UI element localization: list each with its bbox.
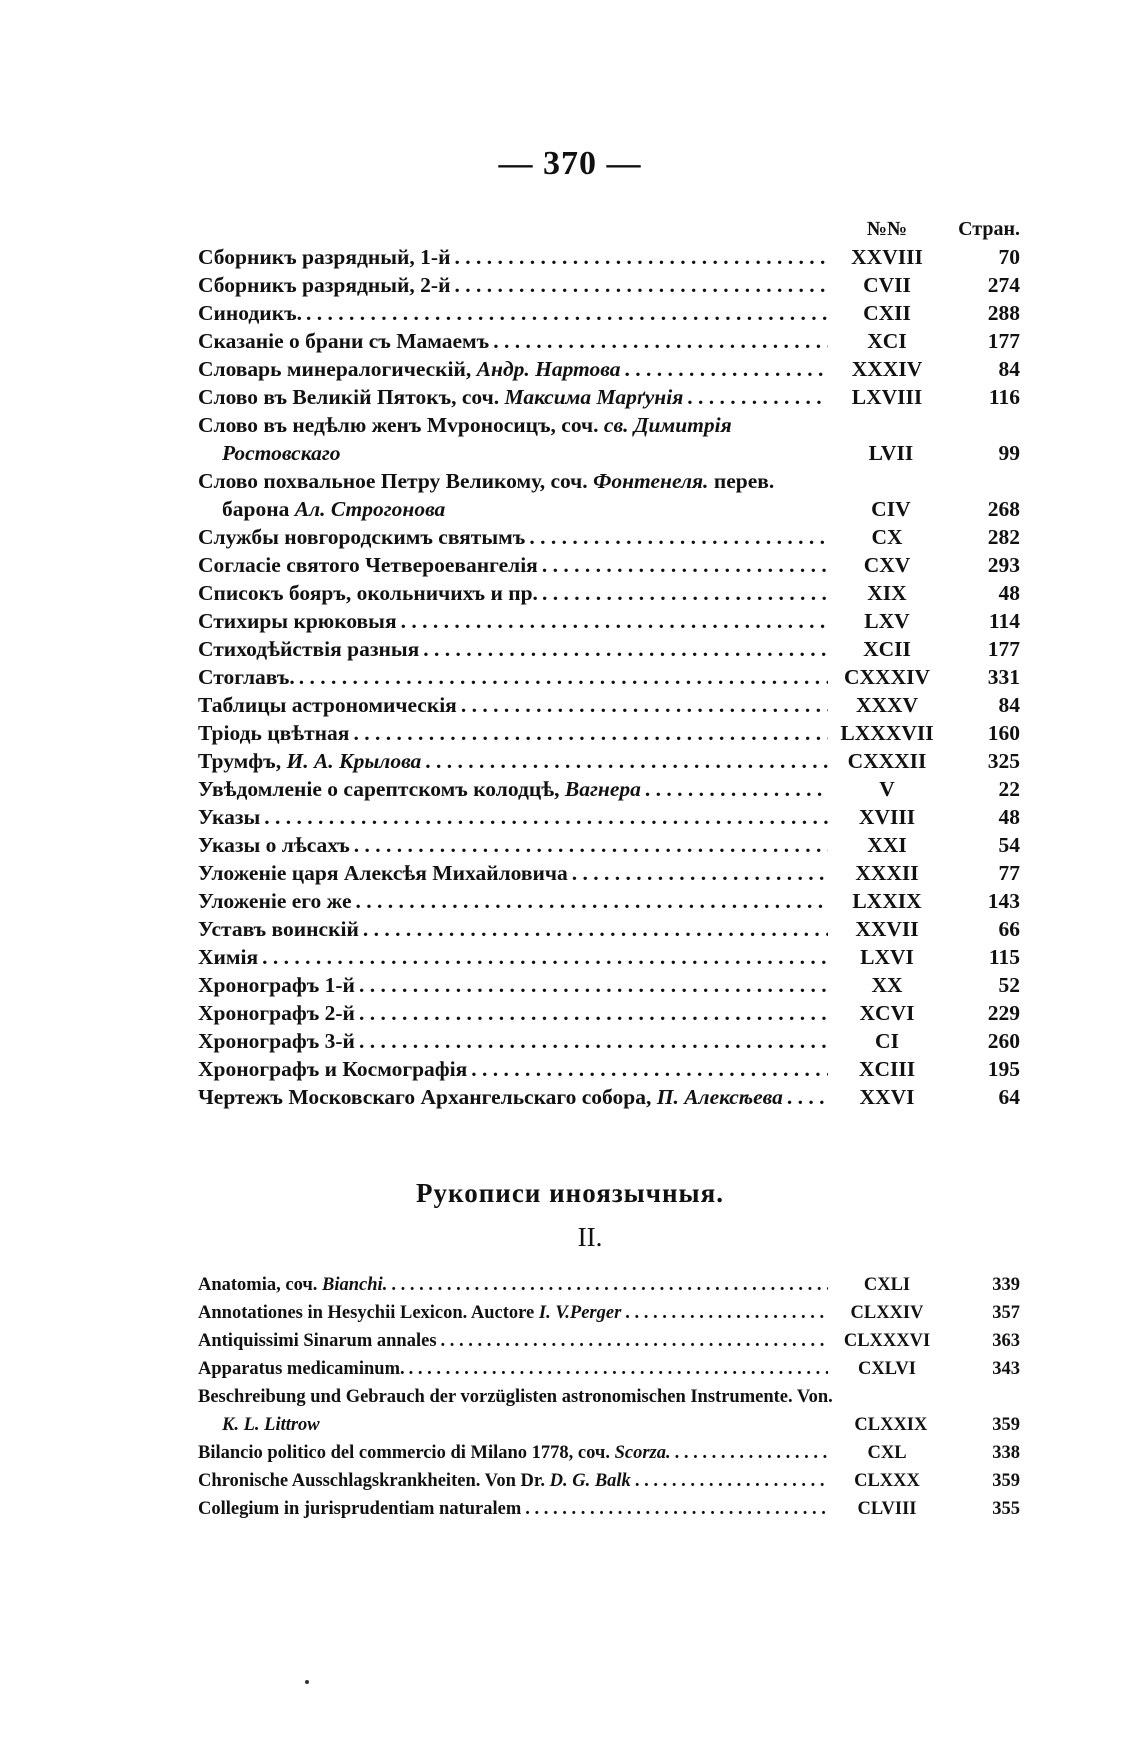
entry-title-cell <box>198 1055 828 1083</box>
entry-title-cell <box>198 691 828 719</box>
dot-leader <box>421 747 828 775</box>
entry-title-cell <box>198 1439 828 1467</box>
dot-leader <box>457 691 828 719</box>
entry-author: Bianchi. <box>322 1275 388 1295</box>
index-entry <box>198 243 1020 271</box>
index-entry <box>198 579 1020 607</box>
entry-author: I. V.Perger <box>538 1303 622 1323</box>
index-entry <box>198 971 1020 999</box>
entry-number: CXXXIV <box>844 665 930 689</box>
entry-page: 359 <box>992 1471 1020 1491</box>
entry-number: XIX <box>867 581 907 605</box>
index-entry <box>198 1467 1020 1495</box>
index-entry <box>198 1055 1020 1083</box>
dot-leader <box>641 775 828 803</box>
dot-leader <box>538 551 828 579</box>
index-entry <box>198 1271 1020 1299</box>
dot-leader <box>783 1083 828 1111</box>
entry-page: 229 <box>987 1001 1020 1025</box>
entry-page: 22 <box>998 777 1020 801</box>
entry-title: Тріодь цвѣтная <box>198 721 350 745</box>
entry-title-cell <box>198 271 828 299</box>
column-header-page: Стран. <box>958 218 1020 240</box>
entry-title-cell <box>198 719 828 747</box>
entry-title: Слово въ Великій Пятокъ, соч. <box>198 385 505 409</box>
entry-page: 288 <box>987 301 1020 325</box>
entry-page: 338 <box>992 1443 1020 1463</box>
entry-title: Уложеніе его же <box>198 889 352 913</box>
index-entry <box>198 607 1020 635</box>
entry-number: XVIII <box>858 805 916 829</box>
entry-title: Сказаніе о брани съ Мамаемъ <box>198 329 490 353</box>
entry-title: Стиходѣйствія разныя <box>198 637 420 661</box>
entry-page: 331 <box>987 665 1020 689</box>
dot-leader <box>355 999 828 1027</box>
dot-leader <box>621 1299 828 1327</box>
dot-leader <box>489 327 828 355</box>
entry-title: Синодикъ. <box>198 301 302 325</box>
page-number: — 370 — <box>498 145 642 182</box>
entry-title: Bilancio politico del commercio di Milano 1778, соч. <box>198 1443 615 1463</box>
entry-page: 114 <box>988 609 1020 633</box>
entry-title-cell <box>198 1355 828 1383</box>
entry-number: LXXIX <box>852 889 922 913</box>
entry-author: Андр. Нартова <box>476 357 621 381</box>
entry-title-cell <box>198 243 828 271</box>
dot-leader <box>352 887 828 915</box>
entry-title-cell <box>198 523 828 551</box>
entry-title-cell <box>198 467 834 523</box>
entry-number: LXVI <box>860 945 914 969</box>
entry-page: 160 <box>987 721 1020 745</box>
entry-number: CX <box>871 525 903 549</box>
entry-page: 195 <box>987 1057 1020 1081</box>
entry-title-cell <box>198 551 828 579</box>
entry-title: Согласіе святого Четвероевангелія <box>198 553 538 577</box>
dot-leader <box>260 803 828 831</box>
index-entry <box>198 1027 1020 1055</box>
foreign-index <box>198 1271 1020 1523</box>
entry-title: Annotationes in Hesychii Lexicon. Auctore <box>198 1303 539 1323</box>
entry-page: 116 <box>988 385 1020 409</box>
entry-page: 355 <box>992 1499 1020 1519</box>
entry-number: LVII <box>868 441 914 465</box>
entry-title: Стихиры крюковыя <box>198 609 397 633</box>
entry-title-cell <box>198 411 834 467</box>
index-entry <box>198 747 1020 775</box>
entry-number: CLVIII <box>857 1499 917 1519</box>
entry-title: Указы о лѣсахъ <box>198 833 350 857</box>
dot-leader <box>450 271 828 299</box>
entry-title-cell <box>198 299 828 327</box>
dot-leader <box>620 355 828 383</box>
entry-page: 268 <box>987 497 1021 521</box>
entry-title: Beschreibung und Gebrauch der vorzüglisten astronomischen Instrumente. Von. <box>198 1387 833 1407</box>
index-entry <box>198 663 1020 691</box>
entry-number: XCIII <box>858 1057 916 1081</box>
entry-title-cell <box>198 579 828 607</box>
index-entry <box>198 831 1020 859</box>
entry-page: 260 <box>987 1029 1020 1053</box>
entry-title: Apparatus medicaminum. <box>198 1359 405 1379</box>
index-entry <box>198 1439 1020 1467</box>
entry-title-cell <box>198 355 828 383</box>
entry-number: V <box>879 777 895 801</box>
dot-leader <box>467 1055 828 1083</box>
entry-page: 339 <box>992 1275 1020 1295</box>
entry-number: CI <box>875 1029 899 1053</box>
index-entry <box>198 719 1020 747</box>
entry-title: Хронографъ 3-й <box>198 1029 355 1053</box>
entry-number: CXXXII <box>847 749 927 773</box>
dot-leader <box>525 523 828 551</box>
dot-leader <box>521 1495 828 1523</box>
index-entry <box>198 383 1020 411</box>
entry-number: XCII <box>863 637 911 661</box>
entry-number: CLXXXVI <box>843 1331 931 1351</box>
entry-title-cell <box>198 803 828 831</box>
entry-title: Словарь минералогическій, <box>198 357 477 381</box>
entry-title: Сборникъ разрядный, 1-й <box>198 245 451 269</box>
entry-title-cell <box>198 971 828 999</box>
entry-number: XXXII <box>855 861 919 885</box>
entry-title-cell <box>198 747 828 775</box>
entry-number: LXVIII <box>851 385 923 409</box>
entry-page: 343 <box>992 1359 1020 1379</box>
index-entry <box>198 1327 1020 1355</box>
entry-number: CXL <box>867 1443 907 1463</box>
entry-number: CLXXIV <box>850 1303 924 1323</box>
entry-title: Antiquissimi Sinarum annales <box>198 1331 437 1351</box>
entry-title-cell <box>198 999 828 1027</box>
dot-leader <box>295 663 828 691</box>
entry-page: 293 <box>987 553 1020 577</box>
dot-leader <box>683 383 828 411</box>
entry-page: 84 <box>998 693 1020 717</box>
entry-number: CXV <box>863 553 911 577</box>
dot-leader <box>355 971 828 999</box>
entry-number: XXVIII <box>851 245 923 269</box>
entry-title: Сборникъ разрядный, 2-й <box>198 273 451 297</box>
entry-title-cell <box>198 635 828 663</box>
dot-leader <box>397 607 828 635</box>
entry-title-cell <box>198 607 828 635</box>
dot-leader <box>350 831 828 859</box>
index-entry <box>198 1495 1020 1523</box>
index-entry <box>198 523 1020 551</box>
entry-translator: Ал. Строгонова <box>294 497 446 521</box>
entry-number: XXXIV <box>851 357 923 381</box>
dot-leader <box>302 299 828 327</box>
entry-title: Списокъ бояръ, окольничихъ и пр. <box>198 581 538 605</box>
entry-page: 357 <box>992 1303 1020 1323</box>
entry-author: Фонтенеля. <box>593 469 709 493</box>
entry-title: Химія <box>198 945 259 969</box>
index-entry <box>198 551 1020 579</box>
entry-title-cell <box>198 831 828 859</box>
entry-title-cell <box>198 915 828 943</box>
entry-page: 54 <box>998 833 1020 857</box>
index-entry <box>198 1299 1020 1327</box>
entry-page: 274 <box>987 273 1020 297</box>
entry-title-cell <box>198 1467 828 1495</box>
index-entry <box>198 271 1020 299</box>
index-entry <box>198 887 1020 915</box>
entry-title: Уставъ воинскій <box>198 917 359 941</box>
entry-page: 66 <box>998 917 1020 941</box>
dot-leader <box>419 635 828 663</box>
index-entry <box>198 355 1020 383</box>
entry-page: 48 <box>998 581 1020 605</box>
index-entry <box>198 1383 1020 1439</box>
entry-page: 282 <box>987 525 1020 549</box>
entry-number: XX <box>871 973 903 997</box>
section-numeral: II. <box>577 1222 603 1252</box>
dot-leader <box>355 1027 828 1055</box>
entry-title-cell <box>198 1271 828 1299</box>
entry-page: 115 <box>988 945 1020 969</box>
entry-number: LXXXVII <box>840 721 934 745</box>
dot-leader <box>349 719 828 747</box>
entry-title: Чертежъ Московскаго Архангельскаго собора, <box>198 1085 657 1109</box>
entry-title-cell <box>198 943 828 971</box>
index-entry <box>198 1355 1020 1383</box>
entry-title-cell <box>198 1027 828 1055</box>
entry-author: D. G. Balk <box>549 1471 631 1491</box>
entry-title-cell <box>198 1383 834 1439</box>
entry-number: CLXXX <box>854 1471 920 1491</box>
section-title: Рукописи иноязычныя. <box>416 1178 724 1208</box>
entry-title: Chronische Ausschlagskrankheiten. Von Dr. <box>198 1471 550 1491</box>
entry-title-cell <box>198 1083 828 1111</box>
russian-index <box>198 215 1020 1111</box>
entry-title: Службы новгородскимъ святымъ <box>198 525 526 549</box>
entry-page: 143 <box>987 889 1020 913</box>
entry-author: П. Алексѣева <box>656 1085 783 1109</box>
entry-number: XXVI <box>859 1085 915 1109</box>
entry-author: Максима Марґунія <box>504 385 684 409</box>
entry-title-cell <box>198 663 828 691</box>
entry-title: Слово похвальное Петру Великому, соч. <box>198 469 594 493</box>
index-entry <box>198 803 1020 831</box>
index-entry <box>198 691 1020 719</box>
dot-leader <box>538 579 828 607</box>
dot-leader <box>631 1467 828 1495</box>
entry-author: Вагнера <box>564 777 641 801</box>
entry-number: CXLI <box>863 1275 911 1295</box>
dot-leader <box>387 1271 828 1299</box>
entry-title: Указы <box>198 805 261 829</box>
entry-title: Хронографъ 1-й <box>198 973 355 997</box>
index-entry <box>198 859 1020 887</box>
dot-leader <box>437 1327 828 1355</box>
entry-title-continued: перев. барона <box>222 469 775 521</box>
index-entry <box>198 943 1020 971</box>
entry-page: 325 <box>987 749 1020 773</box>
entry-title: Collegium in jurisprudentiam naturalem <box>198 1499 522 1519</box>
index-entry <box>198 299 1020 327</box>
column-header-row <box>198 215 1020 243</box>
entry-title-cell <box>198 327 828 355</box>
entry-title: Трумфъ, <box>198 749 287 773</box>
index-entry <box>198 411 1020 467</box>
entry-number: XXVII <box>855 917 919 941</box>
index-entry <box>198 775 1020 803</box>
entry-page: 363 <box>992 1331 1020 1351</box>
entry-title: Таблицы астрономическія <box>198 693 457 717</box>
entry-title-cell <box>198 887 828 915</box>
entry-author: И. А. Крылова <box>286 749 422 773</box>
index-entry <box>198 467 1020 523</box>
entry-page: 48 <box>998 805 1020 829</box>
entry-title: Anatomia, соч. <box>198 1275 323 1295</box>
entry-number: CIV <box>871 497 911 521</box>
entry-title-cell <box>198 383 828 411</box>
dot-leader <box>405 1355 828 1383</box>
entry-number: CXII <box>863 301 911 325</box>
entry-title: Уложеніе царя Алексѣя Михайловича <box>198 861 568 885</box>
entry-number: XXXV <box>855 693 919 717</box>
entry-number: XXI <box>867 833 907 857</box>
entry-number: XCVI <box>859 1001 915 1025</box>
entry-page: 77 <box>998 861 1020 885</box>
entry-title-cell <box>198 1327 828 1355</box>
entry-author: Scorza. <box>614 1443 671 1463</box>
entry-title: Хронографъ и Космографія <box>198 1057 468 1081</box>
entry-author: K. L. Littrow <box>222 1415 320 1435</box>
entry-page: 177 <box>987 637 1020 661</box>
entry-page: 70 <box>998 245 1020 269</box>
index-entry <box>198 915 1020 943</box>
index-entry <box>198 635 1020 663</box>
entry-title: Увѣдомленіе о сарептскомъ колодцѣ, <box>198 777 565 801</box>
entry-number: LXV <box>864 609 910 633</box>
index-entry <box>198 1083 1020 1111</box>
entry-title: Стоглавъ. <box>198 665 295 689</box>
entry-page: 84 <box>998 357 1020 381</box>
dot-leader <box>671 1439 828 1467</box>
entry-title-cell <box>198 1299 828 1327</box>
entry-page: 359 <box>992 1415 1021 1435</box>
column-header-number: №№ <box>866 218 908 240</box>
entry-author: св. Димитрія Ростовскаго <box>222 413 732 465</box>
dot-leader <box>359 915 828 943</box>
dot-leader <box>450 243 828 271</box>
entry-number: CVII <box>863 273 911 297</box>
page-speck <box>305 1680 309 1684</box>
entry-title: Хронографъ 2-й <box>198 1001 355 1025</box>
entry-title-cell <box>198 1495 828 1523</box>
index-entry <box>198 999 1020 1027</box>
entry-number: CLXXIX <box>854 1415 928 1435</box>
entry-title-cell <box>198 775 828 803</box>
entry-page: 52 <box>998 973 1020 997</box>
entry-page: 177 <box>987 329 1020 353</box>
entry-page: 99 <box>998 441 1021 465</box>
entry-number: CXLVI <box>858 1359 916 1379</box>
entry-title-cell <box>198 859 828 887</box>
dot-leader <box>258 943 828 971</box>
entry-page: 64 <box>998 1085 1020 1109</box>
entry-title: Слово въ недѣлю женъ Мvроносицъ, соч. <box>198 413 604 437</box>
index-entry <box>198 327 1020 355</box>
entry-number: XCI <box>867 329 907 353</box>
dot-leader <box>568 859 828 887</box>
